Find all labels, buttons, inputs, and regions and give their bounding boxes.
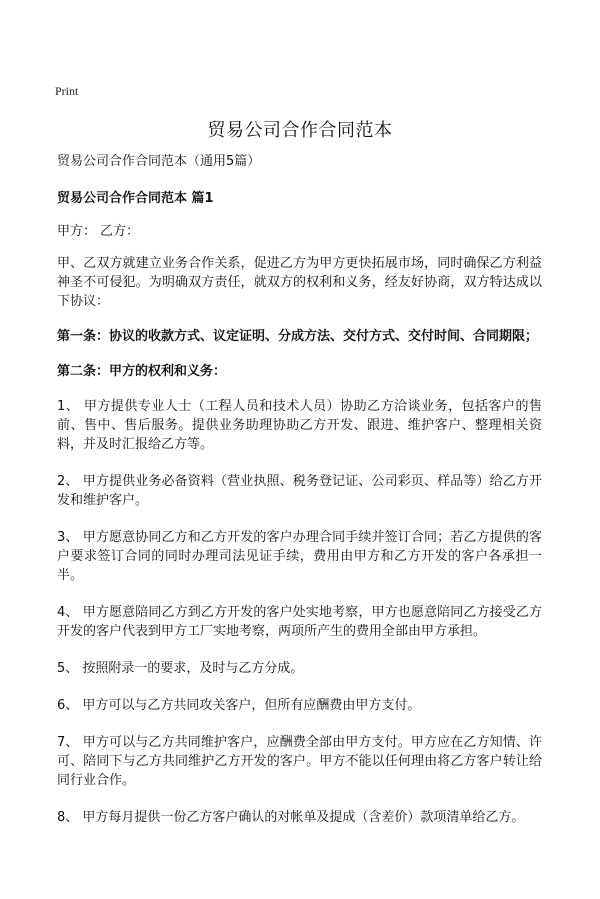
page-title: 贸易公司合作合同范本 <box>207 120 393 141</box>
clause-2: 第二条：甲方的权利和义务： <box>57 364 227 379</box>
list-item: 5、 按照附录一的要求，及时与乙方分成。 <box>57 661 304 676</box>
list-item: 8、 甲方每月提供一份乙方客户确认的对帐单及提成（含差价）款项清单给乙方。 <box>57 810 525 825</box>
clause-1: 第一条：协议的收款方式、议定证明、分成方法、交付方式、交付时间、合同期限； <box>57 329 539 344</box>
section-heading: 贸易公司合作合同范本 篇1 <box>57 191 214 206</box>
intro-paragraph: 甲、乙双方就建立业务合作关系，促进乙方为甲方更快拓展市场，同时确保乙方利益神圣不可侵犯。为明确双方责任，就双方的权利和义务，经友好协商，双方特达成以下协议： <box>57 256 542 309</box>
parties-line: 甲方： 乙方： <box>57 224 140 239</box>
list-item: 3、 甲方愿意协同乙方和乙方开发的客户办理合同手续并签订合同；若乙方提供的客户要求签订合同的同时办理司法见证手续，费用由甲方和乙方开发的客户各承担一半。 <box>57 530 542 583</box>
list-item: 2、 甲方提供业务必备资料（营业执照、税务登记证、公司彩页、样品等）给乙方开发和维护客户。 <box>57 474 542 508</box>
list-item: 4、 甲方愿意陪同乙方到乙方开发的客户处实地考察，甲方也愿意陪同乙方接受乙方开发的客户代表到甲方工厂实地考察，两项所产生的费用全部由甲方承担。 <box>57 605 542 639</box>
document-body <box>57 152 542 845</box>
list-item: 1、 甲方提供专业人士（工程人员和技术人员）协助乙方洽谈业务，包括客户的售前、售中、售后服务。提供业务助理协助乙方开发、跟进、维护客户、整理相关资料，并及时汇报给乙方等。 <box>57 399 542 452</box>
document-subtitle: 贸易公司合作合同范本（通用5篇） <box>57 154 261 169</box>
print-link[interactable]: Print <box>55 84 79 98</box>
list-item: 7、 甲方可以与乙方共同维护客户，应酬费全部由甲方支付。甲方应在乙方知情、许可、陪同下与乙方共同维护乙方开发的客户。甲方不能以任何理由将乙方客户转让给同行业合作。 <box>57 735 542 788</box>
list-item: 6、 甲方可以与乙方共同攻关客户，但所有应酬费由甲方支付。 <box>57 698 421 713</box>
